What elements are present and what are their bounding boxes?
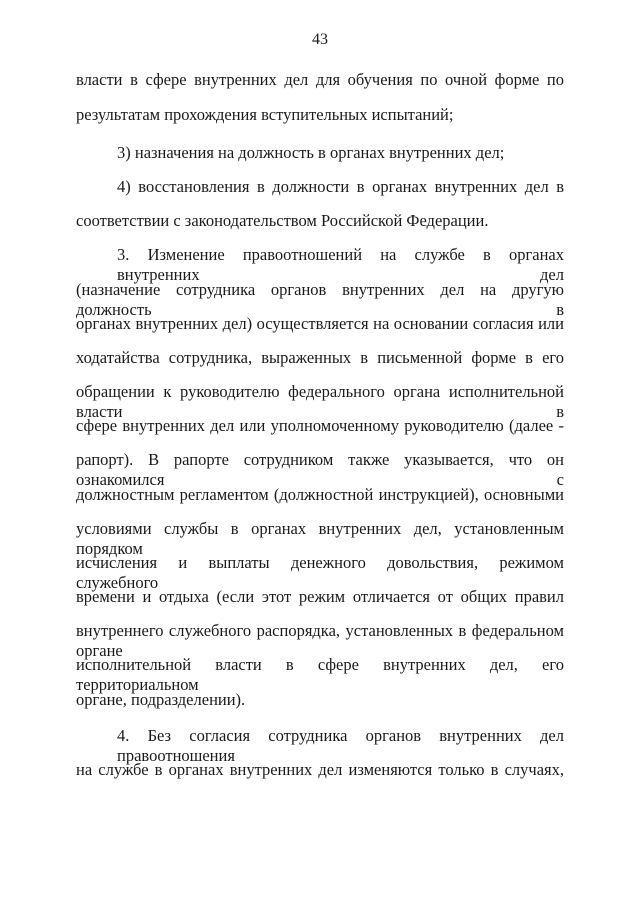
text-line: рапорт). В рапорте сотрудником также указывается, что он ознакомился с xyxy=(76,450,564,489)
text-line: внутреннего служебного распорядка, установленных в федеральном органе xyxy=(76,621,564,660)
text-line: 3) назначения на должность в органах внутренних дел; xyxy=(117,143,505,162)
page-number: 43 xyxy=(312,31,328,48)
text-line: 3. Изменение правоотношений на службе в органах внутренних дел xyxy=(117,245,564,284)
text-line: обращении к руководителю федерального органа исполнительной власти в xyxy=(76,382,564,421)
text-line: результатам прохождения вступительных испытаний; xyxy=(76,105,454,124)
text-line: соответствии с законодательством Российской Федерации. xyxy=(76,211,489,230)
text-line: органах внутренних дел) осуществляется на основании согласия или xyxy=(76,314,564,333)
text-line: исполнительной власти в сфере внутренних дел, его территориальном xyxy=(76,655,564,694)
text-line: условиями службы в органах внутренних дел, установленным порядком xyxy=(76,519,564,558)
text-line: исчисления и выплаты денежного довольствия, режимом служебного xyxy=(76,553,564,592)
text-line: ходатайства сотрудника, выраженных в письменной форме в его xyxy=(76,348,564,367)
text-line: 4. Без согласия сотрудника органов внутренних дел правоотношения xyxy=(117,726,564,765)
text-line: (назначение сотрудника органов внутренних дел на другую должность в xyxy=(76,280,564,319)
text-line: сфере внутренних дел или уполномоченному руководителю (далее - xyxy=(76,416,564,435)
text-line: органе, подразделении). xyxy=(76,690,246,709)
text-line: власти в сфере внутренних дел для обучения по очной форме по xyxy=(76,70,564,89)
text-line: 4) восстановления в должности в органах внутренних дел в xyxy=(117,177,564,196)
text-line: должностным регламентом (должностной инструкцией), основными xyxy=(76,485,564,504)
text-line: времени и отдыха (если этот режим отличается от общих правил xyxy=(76,587,564,606)
text-line: на службе в органах внутренних дел изменяются только в случаях, xyxy=(76,760,564,779)
